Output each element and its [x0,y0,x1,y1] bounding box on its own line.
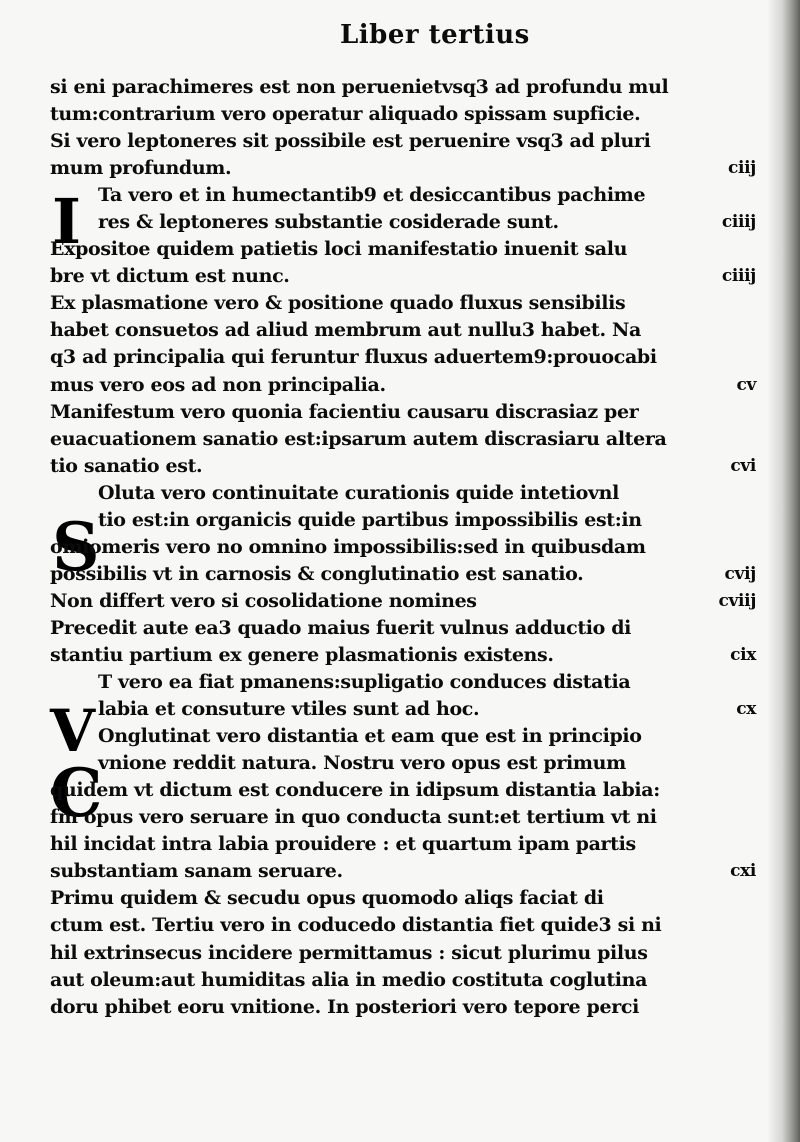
text-line [50,344,762,371]
section-number: cxi [730,861,756,882]
section-number: cv [736,374,756,395]
text-line [50,750,762,777]
section-number: ciij [727,158,756,179]
line-text: q3 ad principalia qui feruntur fluxus aduertem9:prouocabi [50,346,657,369]
line-text: Ta vero et in humectantib9 et desiccantibus pachime [98,184,646,207]
text-line [50,777,762,804]
text-line [50,831,762,858]
text-line [50,588,762,615]
section-number: cviij [718,590,756,611]
line-text: Oluta vero continuitate curationis quide intetiovnl [98,481,619,504]
line-text: fm opus vero seruare in quo conducta sunt:et tertium vt ni [50,806,657,829]
line-text: doru phibet eoru vnitione. In posteriori vero tepore perci [50,995,639,1018]
text-line [50,912,762,939]
text-line [50,128,762,155]
line-text: hil extrinsecus incidere permittamus : sicut plurimu pilus [50,941,648,964]
text-line [50,615,762,642]
text-line [50,804,762,831]
line-text: possibilis vt in carnosis & conglutinatio est sanatio. [50,562,584,585]
line-text: tio sanatio est. [50,454,203,477]
line-text: Onglutinat vero distantia et eam que est in principio [98,725,642,748]
line-text: tio est:in organicis quide partibus impossibilis est:in [98,508,642,531]
text-line [50,74,762,101]
section-number: cx [736,699,756,720]
drop-cap-s: S [52,508,100,586]
line-text: substantiam sanam seruare. [50,860,343,883]
line-text: aut oleum:aut humiditas alia in medio costituta coglutina [50,968,648,991]
line-text: habet consuetos ad aliud membrum aut nullu3 habet. Na [50,319,641,342]
drop-cap-c: C [50,754,103,832]
line-text: Si vero leptoneres sit possibile est peruenire vsq3 ad pluri [50,130,651,153]
line-text: tum:contrarium vero operatur aliquado spissam supficie. [50,103,641,126]
drop-cap-i: I [52,185,82,258]
text-line [50,426,762,453]
line-text: si eni parachimeres est non peruenietvsq3 ad profundu mul [50,76,669,98]
text-line [50,372,762,399]
text-line [50,534,762,561]
text-line [50,642,762,669]
text-line [50,507,762,534]
text-line [50,236,762,263]
line-text: Primu quidem & secudu opus quomodo aliqs faciat di [50,887,604,910]
section-number: ciiij [721,266,756,287]
text-line [50,101,762,128]
line-text: Ex plasmatione vero & positione quado fluxus sensibilis [50,292,626,315]
text-line [50,155,762,182]
text-line [50,994,762,1021]
line-text: vnione reddit natura. Nostru vero opus est primum [98,752,626,775]
text-line [50,723,762,750]
line-text: mum profundum. [50,157,232,180]
section-number: ciiij [721,212,756,233]
text-line [50,480,762,507]
line-text: quidem vt dictum est conducere in idipsum distantia labia: [50,779,660,802]
text-line [50,182,762,209]
text-line [50,858,762,885]
line-text: hil incidat intra labia prouidere : et quartum ipam partis [50,833,636,856]
text-line [50,669,762,696]
section-number: cix [730,644,756,665]
line-text: omiomeris vero no omnino impossibilis:sed in quibusdam [50,535,646,558]
text-line [50,696,762,723]
line-text: Non differt vero si cosolidatione nomines [50,589,477,612]
section-number: cvij [724,563,756,584]
line-text: stantiu partium ex genere plasmationis existens. [50,643,554,666]
line-text: ctum est. Tertiu vero in coducedo distantia fiet quide3 si ni [50,914,662,937]
line-text: Expositoe quidem patietis loci manifestatio inuenit salu [50,238,628,261]
drop-cap-v: V [50,697,96,765]
text-line [50,209,762,236]
line-text: mus vero eos ad non principalia. [50,373,386,396]
text-line [50,561,762,588]
text-line [50,317,762,344]
body-text [50,74,762,1021]
section-number: cvi [730,455,756,476]
text-line [50,290,762,317]
line-text: bre vt dictum est nunc. [50,265,290,288]
line-text: euacuationem sanatio est:ipsarum autem discrasiaru altera [50,427,667,450]
line-text: Precedit aute ea3 quado maius fuerit vulnus adductio di [50,616,632,639]
page-gutter-shadow [768,0,800,1142]
line-text: Manifestum vero quonia facientiu causaru discrasiaz per [50,400,639,423]
line-text: res & leptoneres substantie cosiderade sunt. [98,211,559,234]
text-line [50,967,762,994]
text-line [50,940,762,967]
running-header: Liber tertius [340,20,530,50]
line-text: T vero ea fiat pmanens:supligatio conduces distatia [98,671,631,694]
text-line [50,885,762,912]
text-line [50,399,762,426]
text-line [50,263,762,290]
line-text: labia et consuture vtiles sunt ad hoc. [98,698,480,721]
text-line [50,453,762,480]
